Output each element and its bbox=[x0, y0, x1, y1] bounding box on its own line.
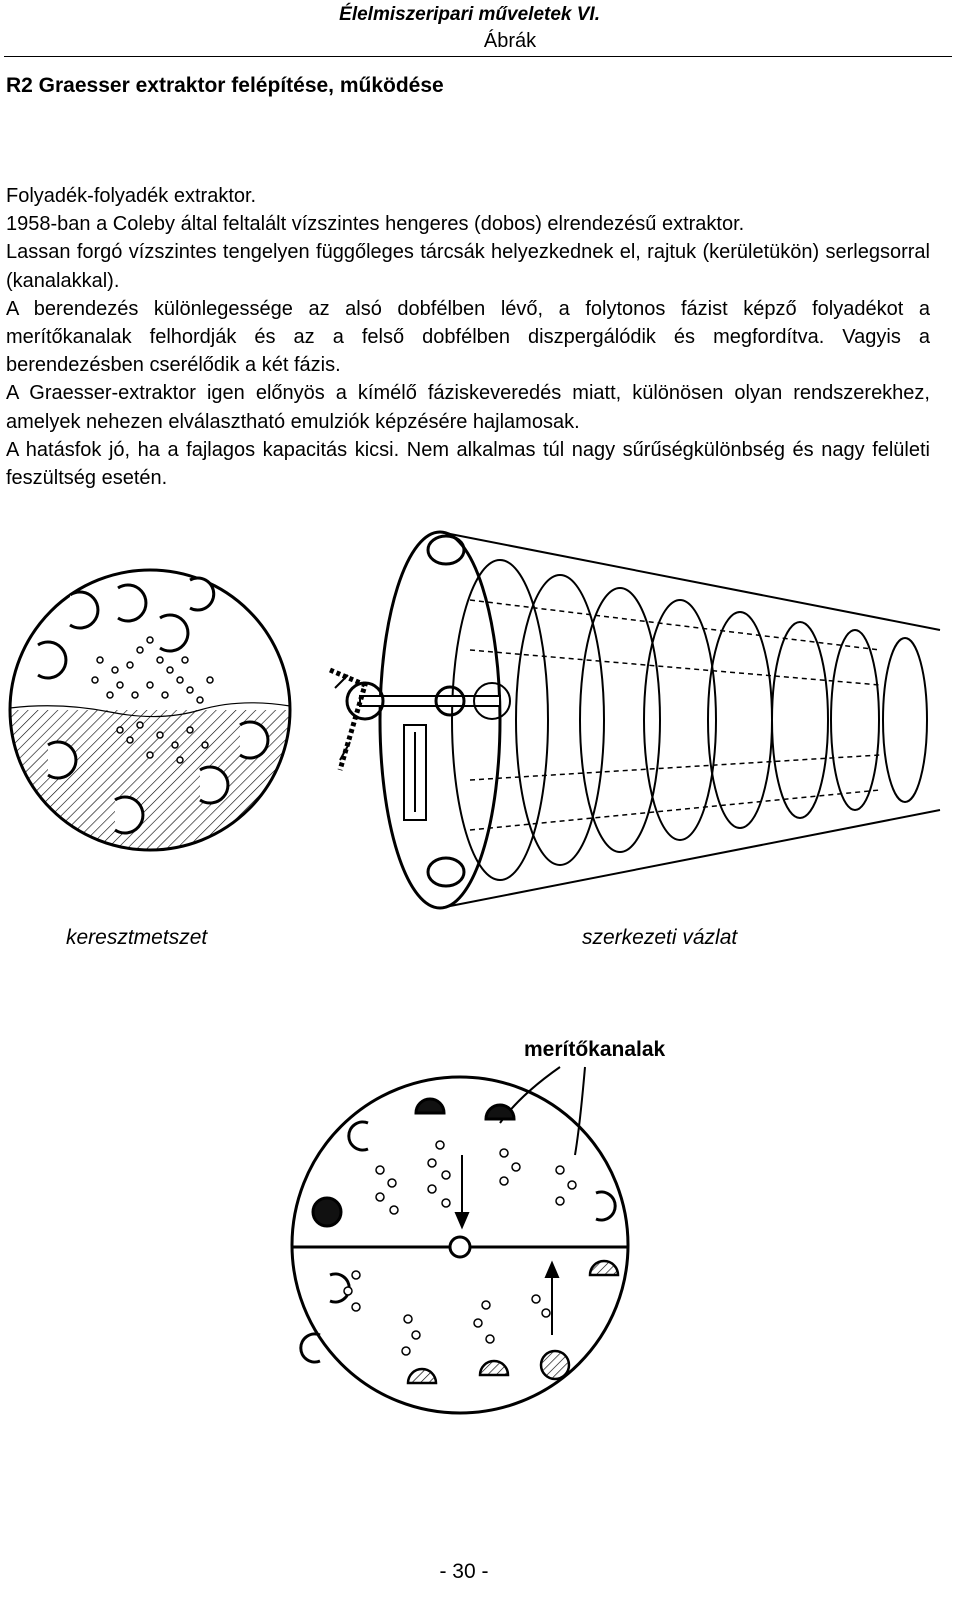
paragraph: Folyadék-folyadék extraktor. bbox=[6, 185, 257, 207]
body-text bbox=[6, 182, 930, 492]
header-subtitle: Ábrák bbox=[483, 30, 537, 52]
caption-structure: szerkezeti vázlat bbox=[582, 926, 738, 949]
paragraph: Lassan forgó vízszintes tengelyen függőleges tárcsák helyezkednek el, rajtuk (kerületükön) serlegsorral (kanalakkal). bbox=[6, 241, 930, 292]
paragraph: 1958-ban a Coleby által feltalált vízszintes hengeres (dobos) elrendezésű extraktor. bbox=[6, 213, 745, 236]
header-divider bbox=[4, 56, 952, 57]
page-number: - 30 - bbox=[439, 1560, 489, 1583]
cross-section-drawing bbox=[0, 570, 300, 870]
section-title: R2 Graesser extraktor felépítése, működése bbox=[6, 74, 444, 97]
phase-exchange-figure bbox=[0, 1005, 960, 1445]
paragraph: A Graesser-extraktor igen előnyös a kímélő fáziskeveredés miatt, különösen olyan rendszerekhez, amelyek nehezen elválasztható emulziók képzésére hajlamosak. bbox=[6, 382, 930, 433]
paragraph: A hatásfok jó, ha a fajlagos kapacitás kicsi. Nem alkalmas túl nagy sűrűségkülönbség és nagy felületi feszültség esetén. bbox=[6, 438, 930, 490]
structure-drawing bbox=[330, 532, 940, 908]
paragraph: A berendezés különlegessége az alsó dobfélben lévő, a folytonos fázist képző folyadékot a merítőkanalak felhordják és az a felső dobfélben diszpergálódik és megfordítva. Vagyis a berendezésben cserélődik a két fázis. bbox=[6, 297, 930, 377]
extractor-figure bbox=[0, 520, 960, 920]
bucket-label: merítőkanalak bbox=[524, 1038, 666, 1061]
header-title: Élelmiszeripari műveletek VI. bbox=[339, 4, 600, 25]
caption-cross-section: keresztmetszet bbox=[66, 926, 208, 949]
